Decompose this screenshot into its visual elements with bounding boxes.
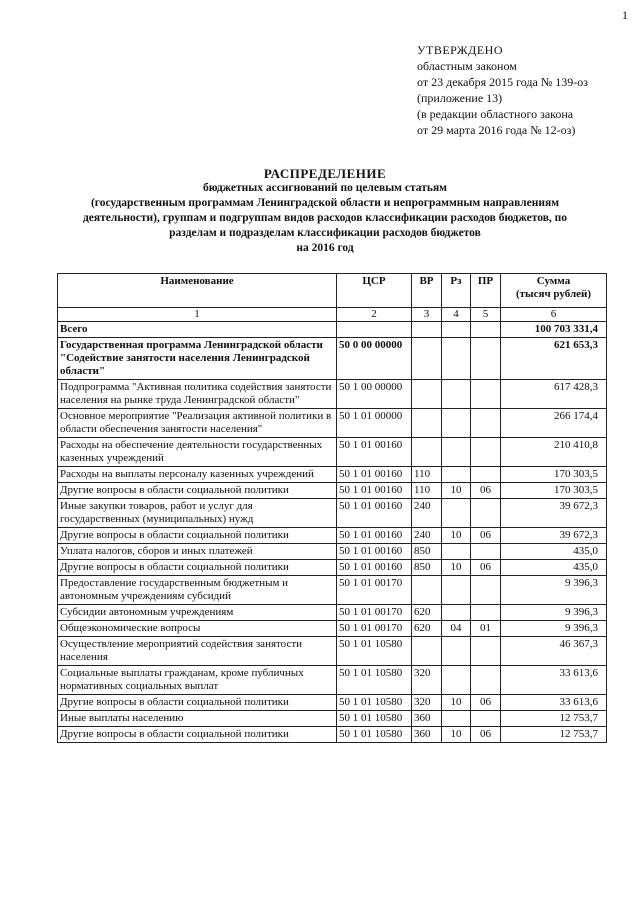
approval-line: от 23 декабря 2015 года № 139-оз: [417, 75, 589, 89]
table-row: [58, 621, 607, 637]
row-pr: [471, 576, 501, 605]
heading-line: разделам и подразделам классификации расходов бюджетов: [169, 227, 481, 239]
row-csr: 50 1 01 00170: [337, 605, 412, 621]
row-pr: 06: [471, 560, 501, 576]
row-sum: 170 303,5: [501, 483, 607, 499]
row-name: Уплата налогов, сборов и иных платежей: [58, 544, 337, 560]
row-vr: [412, 438, 442, 467]
row-name: Субсидии автономным учреждениям: [58, 605, 337, 621]
approval-line: (в редакции областного закона: [417, 107, 574, 121]
row-name: Другие вопросы в области социальной политики: [58, 560, 337, 576]
row-rz: [442, 605, 471, 621]
row-pr: 06: [471, 695, 501, 711]
row-csr: 50 1 01 10580: [337, 711, 412, 727]
row-rz: [442, 499, 471, 528]
heading-line: бюджетных ассигнований по целевым статьям: [202, 182, 448, 194]
empty-cell: [412, 322, 442, 338]
row-vr: 240: [412, 528, 442, 544]
row-rz: 04: [442, 621, 471, 637]
row-csr: 50 1 01 10580: [337, 637, 412, 666]
row-vr: 620: [412, 605, 442, 621]
row-vr: [412, 409, 442, 438]
column-number: 6: [501, 308, 607, 322]
row-pr: [471, 711, 501, 727]
row-pr: 01: [471, 621, 501, 637]
row-rz: 10: [442, 560, 471, 576]
row-pr: [471, 637, 501, 666]
header-sum-label: Сумма: [536, 275, 571, 287]
row-pr: [471, 605, 501, 621]
row-vr: 110: [412, 467, 442, 483]
page-number: 1: [622, 8, 628, 22]
row-pr: 06: [471, 727, 501, 743]
row-name: Расходы на выплаты персоналу казенных учреждений: [58, 467, 337, 483]
heading-line: деятельности), группам и подгруппам видов расходов классификации расходов бюджетов, по: [82, 212, 568, 224]
header-sum-unit: (тысяч рублей): [515, 288, 592, 300]
column-number: 5: [471, 308, 501, 322]
row-vr: 320: [412, 695, 442, 711]
header-vr: ВР: [412, 274, 442, 308]
table-row: [58, 438, 607, 467]
empty-cell: [442, 322, 471, 338]
row-pr: [471, 438, 501, 467]
row-rz: [442, 409, 471, 438]
row-sum: 33 613,6: [501, 695, 607, 711]
row-csr: 50 0 00 00000: [337, 338, 412, 380]
table-row: [58, 666, 607, 695]
row-pr: [471, 544, 501, 560]
header-name: Наименование: [58, 274, 337, 308]
row-vr: 360: [412, 711, 442, 727]
row-rz: [442, 467, 471, 483]
row-name: Государственная программа Ленинградской области "Содействие занятости населения Ленинградской области": [58, 338, 337, 380]
row-rz: [442, 438, 471, 467]
total-label: Всего: [58, 322, 337, 338]
header-rz: Рз: [442, 274, 471, 308]
row-pr: [471, 338, 501, 380]
total-sum: 100 703 331,4: [501, 322, 607, 338]
row-rz: [442, 711, 471, 727]
row-name: Общеэкономические вопросы: [58, 621, 337, 637]
row-rz: [442, 544, 471, 560]
row-sum: 12 753,7: [501, 727, 607, 743]
column-number: 2: [337, 308, 412, 322]
row-sum: 435,0: [501, 544, 607, 560]
row-rz: 10: [442, 528, 471, 544]
table-row: [58, 637, 607, 666]
row-vr: 850: [412, 560, 442, 576]
row-csr: 50 1 01 00160: [337, 499, 412, 528]
row-sum: 46 367,3: [501, 637, 607, 666]
row-csr: 50 1 01 00160: [337, 560, 412, 576]
row-rz: 10: [442, 483, 471, 499]
table-body: [58, 338, 607, 743]
row-pr: [471, 467, 501, 483]
row-pr: 06: [471, 528, 501, 544]
row-vr: 110: [412, 483, 442, 499]
row-vr: 620: [412, 621, 442, 637]
table-row: [58, 528, 607, 544]
table-row: [58, 499, 607, 528]
heading-line: (государственным программам Ленинградской области и непрограммным направлениям: [90, 197, 560, 209]
approval-stamp: [417, 42, 632, 138]
approval-line: областным законом: [417, 59, 517, 73]
heading-line: на 2016 год: [296, 242, 354, 254]
row-csr: 50 1 01 10580: [337, 727, 412, 743]
row-name: Другие вопросы в области социальной политики: [58, 483, 337, 499]
row-rz: [442, 666, 471, 695]
table-row: [58, 560, 607, 576]
row-name: Осуществление мероприятий содействия занятости населения: [58, 637, 337, 666]
table-row: [58, 544, 607, 560]
row-csr: 50 1 01 00160: [337, 528, 412, 544]
table-row: [58, 483, 607, 499]
table-row: [58, 605, 607, 621]
row-sum: 210 410,8: [501, 438, 607, 467]
row-sum: 9 396,3: [501, 576, 607, 605]
row-sum: 9 396,3: [501, 605, 607, 621]
row-csr: 50 1 01 00160: [337, 438, 412, 467]
table-row: [58, 467, 607, 483]
row-rz: 10: [442, 695, 471, 711]
approval-line: от 29 марта 2016 года № 12-оз): [417, 123, 576, 137]
row-name: Расходы на обеспечение деятельности государственных казенных учреждений: [58, 438, 337, 467]
row-sum: 621 653,3: [501, 338, 607, 380]
row-csr: 50 1 01 00170: [337, 621, 412, 637]
column-number: 1: [58, 308, 337, 322]
row-rz: [442, 338, 471, 380]
approval-title: УТВЕРЖДЕНО: [417, 43, 504, 57]
header-csr: ЦСР: [337, 274, 412, 308]
row-csr: 50 1 01 10580: [337, 666, 412, 695]
row-pr: [471, 409, 501, 438]
row-sum: 39 672,3: [501, 528, 607, 544]
row-pr: [471, 499, 501, 528]
approval-line: (приложение 13): [417, 91, 503, 105]
row-name: Другие вопросы в области социальной политики: [58, 727, 337, 743]
row-vr: 240: [412, 499, 442, 528]
row-sum: 617 428,3: [501, 380, 607, 409]
header-sum: [501, 274, 607, 308]
row-pr: [471, 666, 501, 695]
row-name: Подпрограмма "Активная политика содействия занятости населения на рынке труда Ленинградской области": [58, 380, 337, 409]
row-name: Иные выплаты населению: [58, 711, 337, 727]
row-sum: 33 613,6: [501, 666, 607, 695]
table-row: [58, 711, 607, 727]
table-row: [58, 727, 607, 743]
row-name: Другие вопросы в области социальной политики: [58, 695, 337, 711]
row-csr: 50 1 01 00000: [337, 409, 412, 438]
table-row: [58, 695, 607, 711]
column-number-row: [58, 308, 607, 322]
row-vr: [412, 338, 442, 380]
empty-cell: [337, 322, 412, 338]
row-name: Иные закупки товаров, работ и услуг для государственных (муниципальных) нужд: [58, 499, 337, 528]
row-vr: [412, 637, 442, 666]
row-rz: [442, 637, 471, 666]
row-sum: 39 672,3: [501, 499, 607, 528]
total-row: [58, 322, 607, 338]
row-sum: 435,0: [501, 560, 607, 576]
row-sum: 12 753,7: [501, 711, 607, 727]
row-csr: 50 1 01 00160: [337, 467, 412, 483]
row-csr: 50 1 00 00000: [337, 380, 412, 409]
row-name: Основное мероприятие "Реализация активной политики в области обеспечения занятости населения": [58, 409, 337, 438]
row-sum: 266 174,4: [501, 409, 607, 438]
budget-table: [57, 273, 607, 743]
row-vr: 320: [412, 666, 442, 695]
column-number: 3: [412, 308, 442, 322]
row-vr: 360: [412, 727, 442, 743]
document-heading: [40, 166, 610, 256]
header-pr: ПР: [471, 274, 501, 308]
row-sum: 9 396,3: [501, 621, 607, 637]
row-name: Социальные выплаты гражданам, кроме публичных нормативных социальных выплат: [58, 666, 337, 695]
row-pr: [471, 380, 501, 409]
column-number: 4: [442, 308, 471, 322]
row-csr: 50 1 01 00160: [337, 483, 412, 499]
table-row: [58, 338, 607, 380]
row-name: Другие вопросы в области социальной политики: [58, 528, 337, 544]
row-vr: 850: [412, 544, 442, 560]
row-csr: 50 1 01 10580: [337, 695, 412, 711]
row-vr: [412, 380, 442, 409]
table-header-row: [58, 274, 607, 308]
document-title: РАСПРЕДЕЛЕНИЕ: [263, 166, 387, 181]
row-rz: 10: [442, 727, 471, 743]
table-row: [58, 409, 607, 438]
row-csr: 50 1 01 00170: [337, 576, 412, 605]
row-rz: [442, 380, 471, 409]
row-name: Предоставление государственным бюджетным и автономным учреждениям субсидий: [58, 576, 337, 605]
row-csr: 50 1 01 00160: [337, 544, 412, 560]
row-pr: 06: [471, 483, 501, 499]
table-row: [58, 576, 607, 605]
row-rz: [442, 576, 471, 605]
empty-cell: [471, 322, 501, 338]
row-sum: 170 303,5: [501, 467, 607, 483]
row-vr: [412, 576, 442, 605]
table-row: [58, 380, 607, 409]
